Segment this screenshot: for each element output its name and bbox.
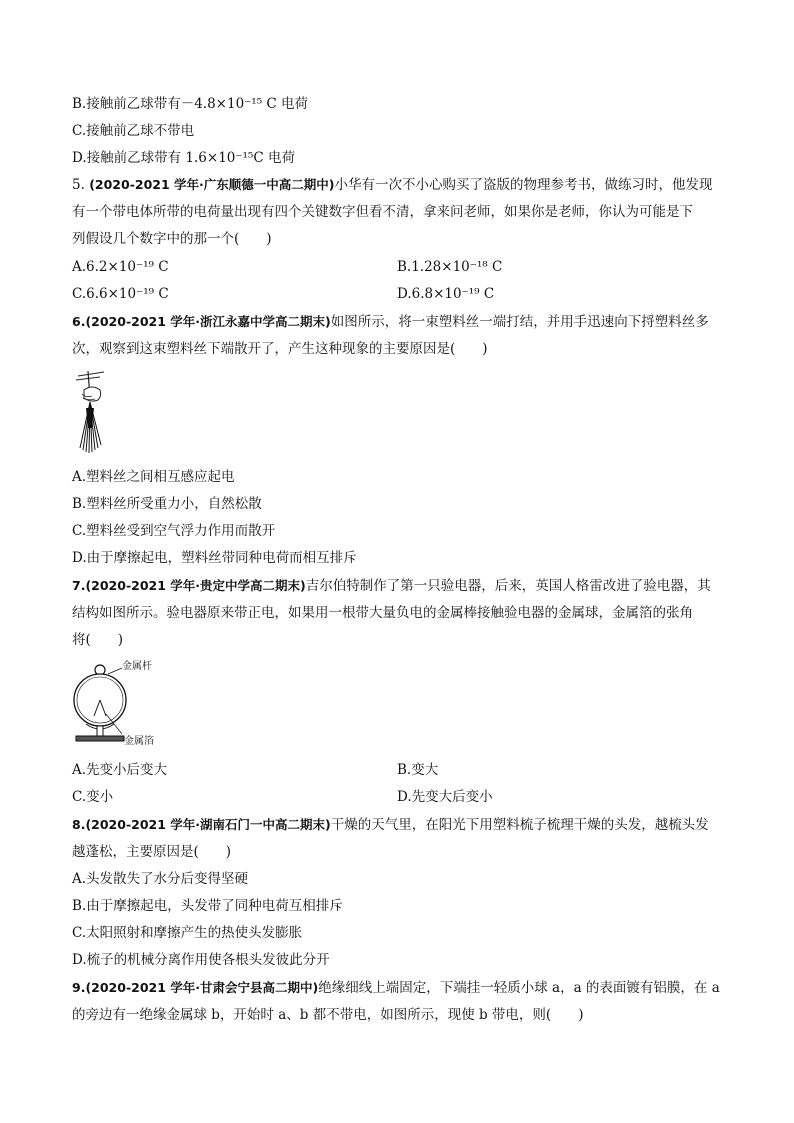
- q5-stem-line3: 列假设几个数字中的那一个( ): [72, 231, 272, 247]
- q8-source: 8.(2020-2021 学年·湖南石门一中高二期末): [72, 817, 331, 832]
- q7-option-b: B.变大: [397, 762, 439, 778]
- q8-stem-line1: [72, 815, 709, 835]
- q5-option-c: C.6.6×10⁻¹⁹ C: [72, 286, 169, 302]
- q4-option-c: C.接触前乙球不带电: [72, 123, 195, 139]
- q6-stem-line2: 次，观察到这束塑料丝下端散开了，产生这种现象的主要原因是( ): [72, 341, 488, 357]
- q9-stem-text: 绝缘细线上端固定，下端挂一轻质小球 a，a 的表面镀有铝膜，在 a: [318, 980, 720, 996]
- q6-source: 6.(2020-2021 学年·浙江永嘉中学高二期末): [72, 314, 331, 329]
- q7-option-c: C.变小: [72, 789, 114, 805]
- q6-stem-text: 如图所示，将一束塑料丝一端打结，并用手迅速向下捋塑料丝多: [330, 314, 709, 330]
- plastic-strands-figure: [70, 368, 110, 460]
- q7-stem-line1: [72, 576, 711, 596]
- q5-stem-text: 小华有一次不小心购买了盗版的物理参考书，做练习时，他发现: [334, 177, 713, 193]
- q6-stem-line1: [72, 312, 709, 332]
- q8-stem-line2: 越蓬松，主要原因是( ): [72, 844, 232, 860]
- q9-stem-line1: [72, 978, 720, 998]
- q8-option-c: C.太阳照射和摩擦产生的热使头发膨胀: [72, 925, 303, 941]
- label-metal-rod: 金属杆: [122, 661, 152, 672]
- q8-option-a: A.头发散失了水分后变得坚硬: [72, 871, 249, 887]
- q6-option-a: A.塑料丝之间相互感应起电: [72, 469, 235, 485]
- q7-option-d: D.先变大后变小: [397, 789, 493, 805]
- q5-number: 5.: [72, 177, 85, 193]
- label-metal-foil: 金属箔: [124, 736, 154, 747]
- q5-stem-line2: 有一个带电体所带的电荷量出现有四个关键数字但看不清，拿来问老师，如果你是老师，你认为可能是下: [72, 204, 693, 220]
- q8-stem-text: 干燥的天气里，在阳光下用塑料梳子梳理干燥的头发，越梳头发: [330, 817, 709, 833]
- q7-stem-text: 吉尔伯特制作了第一只验电器，后来，英国人格雷改进了验电器，其: [305, 578, 711, 594]
- q5-option-d: D.6.8×10⁻¹⁹ C: [397, 286, 495, 302]
- q4-option-b: B.接触前乙球带有－4.8×10⁻¹⁵ C 电荷: [72, 96, 309, 112]
- q7-option-a: A.先变小后变大: [72, 762, 168, 778]
- q5-stem-line1: [72, 175, 712, 195]
- q5-source: (2020-2021 学年·广东顺德一中高二期中): [89, 177, 335, 192]
- q9-source: 9.(2020-2021 学年·甘肃会宁县高二期中): [72, 980, 319, 995]
- q5-option-b: B.1.28×10⁻¹⁸ C: [397, 259, 503, 275]
- q7-source: 7.(2020-2021 学年·贵定中学高二期末): [72, 578, 306, 593]
- q6-option-c: C.塑料丝受到空气浮力作用而散开: [72, 523, 276, 539]
- q9-stem-line2: 的旁边有一绝缘金属球 b，开始时 a、b 都不带电，如图所示，现使 b 带电，则( ): [72, 1007, 584, 1023]
- q6-option-b: B.塑料丝所受重力小，自然松散: [72, 496, 262, 512]
- q6-option-d: D.由于摩擦起电，塑料丝带同种电荷而相互排斥: [72, 550, 357, 566]
- q4-option-d: D.接触前乙球带有 1.6×10⁻¹⁵C 电荷: [72, 150, 295, 166]
- q5-option-a: A.6.2×10⁻¹⁹ C: [72, 259, 169, 275]
- q8-option-b: B.由于摩擦起电，头发带了同种电荷互相排斥: [72, 898, 343, 914]
- q7-stem-line2: 结构如图所示。验电器原来带正电，如果用一根带大量负电的金属棒接触验电器的金属球，金属箔的张角: [72, 605, 693, 621]
- q7-stem-line3: 将( ): [72, 632, 124, 648]
- q8-option-d: D.梳子的机械分离作用使各根头发彼此分开: [72, 952, 330, 968]
